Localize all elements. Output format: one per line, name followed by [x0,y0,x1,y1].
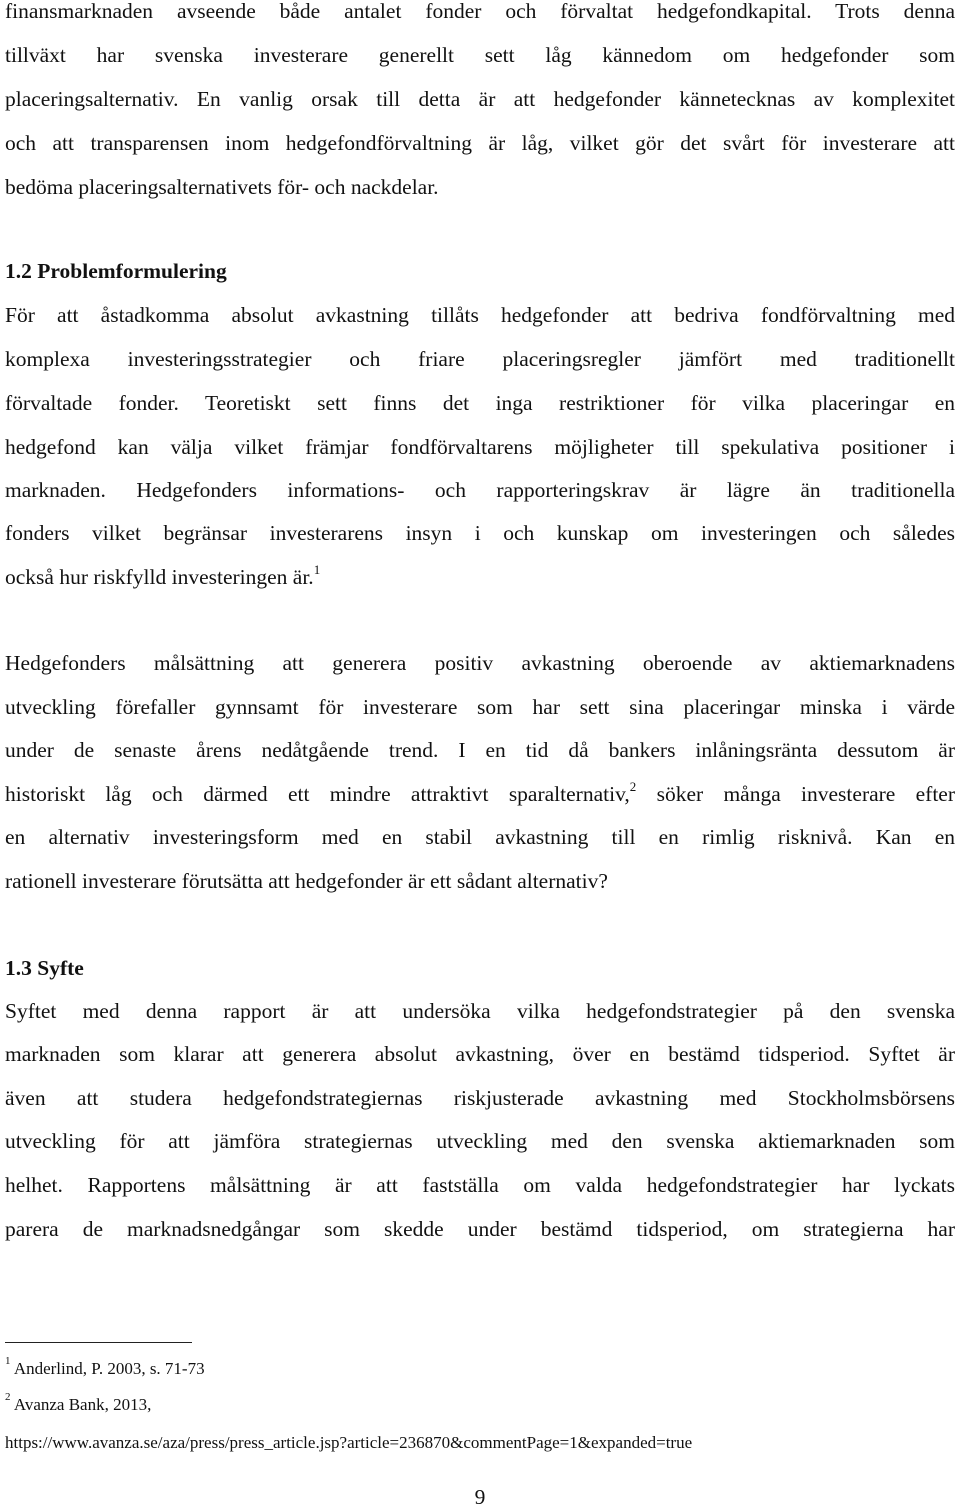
problem-p2-line-5: en alternativ investeringsform med en stabil avkastning till en rimlig risknivå. Kan en [5,825,955,849]
page-number: 9 [474,1485,486,1509]
section-heading-syfte: 1.3 Syfte [5,956,84,980]
intro-line-5: bedöma placeringsalternativets för- och nackdelar. [5,175,439,199]
problem-p1-line-6: fonders vilket begränsar investerarens insyn i och kunskap om investeringen och således [5,521,955,545]
footnote-ref-2: 2 [629,778,637,794]
problem-p1-last-text: också hur riskfylld investeringen är. [5,565,314,589]
syfte-line-1: Syftet med denna rapport är att undersöka vilka hedgefondstrategier på den svenska [5,999,955,1023]
problem-p2-line-2: utveckling förefaller gynnsamt för investerare som har sett sina placeringar minska i värde [5,695,955,719]
problem-p2-line-1: Hedgefonders målsättning att generera positiv avkastning oberoende av aktiemarknadens [5,651,955,675]
footnote-1-text: Anderlind, P. 2003, s. 71-73 [13,1359,205,1378]
footnote-2 [5,1391,152,1416]
footnote-separator [5,1342,192,1343]
problem-p1-line-3: förvaltade fonder. Teoretiskt sett finns det inga restriktioner för vilka placeringar en [5,391,955,415]
syfte-line-5: helhet. Rapportens målsättning är att fastställa om valda hedgefondstrategier har lyckats [5,1173,955,1197]
problem-p1-line-7 [5,561,955,590]
problem-p2-line4-before: historiskt låg och därmed ett mindre attraktivt sparalternativ, [5,782,630,806]
syfte-line-6: parera de marknadsnedgångar som skedde under bestämd tidsperiod, om strategierna har [5,1217,955,1241]
footnote-1-number: 1 [5,1355,11,1368]
intro-line-1: finansmarknaden avseende både antalet fonder och förvaltat hedgefondkapital. Trots denna [5,0,955,23]
problem-p2-line-6: rationell investerare förutsätta att hedgefonder är ett sådant alternativ? [5,869,608,893]
problem-p2-line-3: under de senaste årens nedåtgående trend. I en tid då bankers inlåningsränta dessutom är [5,738,955,762]
section-heading-problemformulering: 1.2 Problemformulering [5,259,227,283]
problem-p1-line-5: marknaden. Hedgefonders informations- och rapporteringskrav är lägre än traditionella [5,478,955,502]
problem-p2-line4-after: söker många investerare efter [656,782,956,806]
syfte-line-2: marknaden som klarar att generera absolut avkastning, över en bestämd tidsperiod. Syftet är [5,1042,955,1066]
intro-line-3: placeringsalternativ. En vanlig orsak till detta är att hedgefonder kännetecknas av komplexitet [5,87,955,111]
footnote-2-text: Avanza Bank, 2013, [13,1395,152,1414]
footnote-ref-1: 1 [313,561,321,577]
problem-p1-line-4: hedgefond kan välja vilket främjar fondförvaltarens möjligheter till spekulativa positioner i [5,435,955,459]
problem-p2-line-4 [5,778,956,807]
footnote-1 [5,1355,205,1380]
problem-p1-line-1: För att åstadkomma absolut avkastning tillåts hedgefonder att bedriva fondförvaltning med [5,303,955,327]
problem-p1-line-2: komplexa investeringsstrategier och friare placeringsregler jämfört med traditionellt [5,347,955,371]
intro-line-4: och att transparensen inom hedgefondförvaltning är låg, vilket gör det svårt för investerare att [5,131,955,155]
syfte-line-4: utveckling för att jämföra strategiernas utveckling med den svenska aktiemarknaden som [5,1129,955,1153]
footnote-2-number: 2 [5,1391,11,1404]
footnote-2-url[interactable]: https://www.avanza.se/aza/press/press_article.jsp?article=236870&commentPage=1&expanded=true [5,1433,693,1452]
syfte-line-3: även att studera hedgefondstrategiernas riskjusterade avkastning med Stockholmsbörsens [5,1086,955,1110]
intro-line-2: tillväxt har svenska investerare generellt sett låg kännedom om hedgefonder som [5,43,955,67]
